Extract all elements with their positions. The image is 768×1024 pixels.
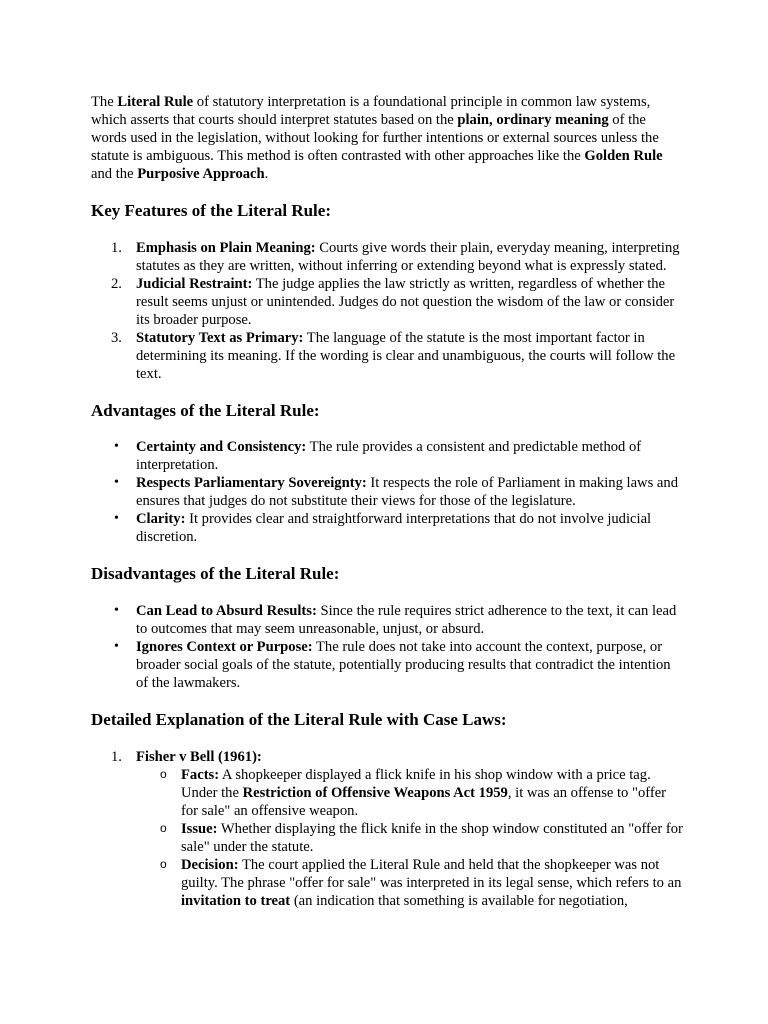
item-text: Whether displaying the flick knife in the shop window constituted an "offer for sale" under the statute. (181, 821, 683, 855)
bullet-icon: • (114, 439, 119, 454)
item-label: Ignores Context or Purpose: (136, 639, 313, 655)
list-number: 3. (111, 330, 122, 346)
sub-list-item (91, 856, 683, 910)
intro-bold-term: Literal Rule (117, 94, 194, 110)
item-text: Courts give words their plain, everyday meaning, interpreting statutes as they are written, without inferring or extending beyond what is expressly stated. (136, 240, 680, 274)
item-label: Respects Parliamentary Sovereignty: (136, 475, 367, 491)
item-text: The rule does not take into account the context, purpose, or broader social goals of the statute, potentially producing results that contradict the intention of the lawmakers. (136, 639, 671, 691)
item-text: It provides clear and straightforward interpretations that do not involve judicial discretion. (136, 511, 652, 545)
item-text: Since the rule requires strict adherence to the text, it can lead to outcomes that may seem unreasonable, unjust, or absurd. (136, 603, 677, 637)
intro-bold-term: plain, ordinary meaning (457, 112, 609, 128)
sub-list-item (91, 820, 683, 856)
item-text: , it was an offense to "offer for sale" an offensive weapon. (181, 785, 667, 819)
bullet-icon: • (114, 475, 119, 490)
bullet-icon: • (114, 603, 119, 618)
case-item (91, 748, 683, 766)
item-text: A shopkeeper displayed a flick knife in his shop window with a price tag. Under the (181, 767, 651, 801)
list-item (91, 275, 683, 329)
item-label: Facts: (181, 767, 220, 783)
advantages-list (91, 438, 683, 546)
item-label: Issue: (181, 821, 218, 837)
bullet-icon: • (114, 639, 119, 654)
sub-list-item (91, 766, 683, 820)
list-item (91, 510, 683, 546)
circle-bullet-icon: o (160, 857, 167, 871)
item-label: Decision: (181, 857, 239, 873)
circle-bullet-icon: o (160, 821, 167, 835)
case-title: Fisher v Bell (1961): (136, 749, 262, 765)
cases-heading: Detailed Explanation of the Literal Rule with Case Laws: (91, 710, 507, 729)
item-text: The rule provides a consistent and predictable method of interpretation. (136, 439, 642, 473)
item-text: The language of the statute is the most important factor in determining its meaning. If the wording is clear and unambiguous, the courts will follow the text. (136, 330, 676, 382)
item-bold-term: invitation to treat (181, 893, 291, 909)
bullet-icon: • (114, 511, 119, 526)
document-body (91, 93, 683, 910)
list-item (91, 239, 683, 275)
intro-text: of the words used in the legislation, without looking for further intentions or external sources unless the statute is ambiguous. This method is often contrasted with other approaches like the (91, 112, 659, 164)
cases-list (91, 748, 683, 910)
list-number: 1. (111, 240, 122, 256)
intro-text: of statutory interpretation is a foundational principle in common law systems, which asserts that courts should interpret statutes based on the (91, 94, 651, 128)
list-item (91, 638, 683, 692)
intro-text: . (264, 166, 269, 182)
list-item (91, 474, 683, 510)
item-bold-term: Restriction of Offensive Weapons Act 1959 (242, 785, 508, 801)
item-text: The judge applies the law strictly as written, regardless of whether the result seems unjust or unintended. Judges do not question the wisdom of the law or consider its broader purpose. (136, 276, 675, 328)
disadvantages-list (91, 602, 683, 692)
item-label: Judicial Restraint: (136, 276, 253, 292)
circle-bullet-icon: o (160, 767, 167, 781)
features-heading: Key Features of the Literal Rule: (91, 201, 331, 220)
item-label: Certainty and Consistency: (136, 439, 307, 455)
list-number: 1. (111, 749, 122, 765)
item-label: Emphasis on Plain Meaning: (136, 240, 316, 256)
disadvantages-heading: Disadvantages of the Literal Rule: (91, 564, 340, 583)
item-text: (an indication that something is available for negotiation, (290, 893, 628, 909)
list-item (91, 602, 683, 638)
item-label: Can Lead to Absurd Results: (136, 603, 317, 619)
list-item (91, 329, 683, 383)
item-label: Statutory Text as Primary: (136, 330, 304, 346)
list-item (91, 438, 683, 474)
intro-paragraph (91, 93, 683, 183)
list-number: 2. (111, 276, 122, 292)
item-label: Clarity: (136, 511, 186, 527)
features-list (91, 239, 683, 383)
item-text: It respects the role of Parliament in making laws and ensures that judges do not substitute their views for those of the legislature. (136, 475, 678, 509)
intro-bold-term: Golden Rule (584, 148, 663, 164)
intro-text: The (91, 94, 118, 110)
intro-text: and the (91, 166, 138, 182)
intro-bold-term: Purposive Approach (137, 166, 265, 182)
item-text: The court applied the Literal Rule and held that the shopkeeper was not guilty. The phrase "offer for sale" was interpreted in its legal sense, which refers to an (181, 857, 682, 891)
advantages-heading: Advantages of the Literal Rule: (91, 401, 320, 420)
